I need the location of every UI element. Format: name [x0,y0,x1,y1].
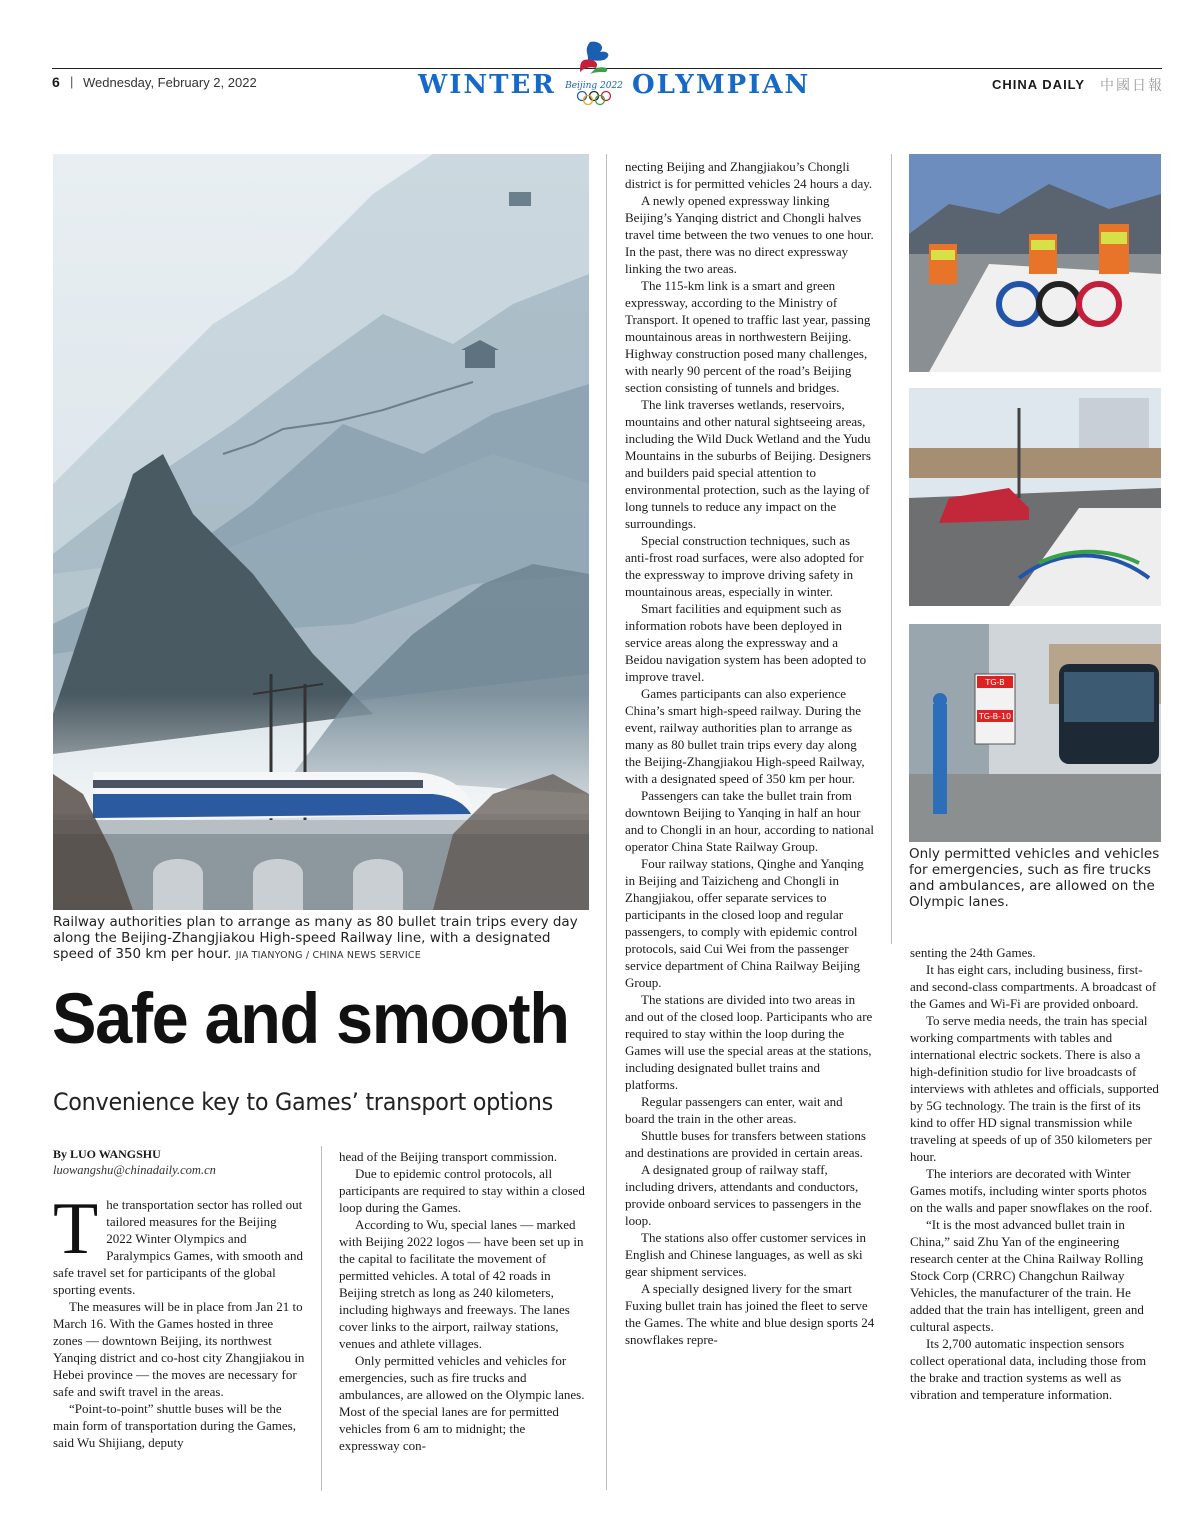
paragraph: Only permitted vehicles and vehicles for emergencies, such as fire trucks and ambulances, are allowed on the Olympic lanes. Most of the special lanes are for permitted vehicles from 6 am to midnight; the expressway con- [339,1353,585,1453]
paragraph: Special construction techniques, such as anti-frost road surfaces, were also adopted for the expressway to improve driving safety in mountainous areas, especially in winter. [625,533,864,599]
section-title-left: WINTER [418,70,556,100]
svg-text:Beijing 2022: Beijing 2022 [565,81,623,91]
paragraph: “Point-to-point” shuttle buses will be the main form of transportation during the Games, said Wu Shijiang, deputy [53,1401,296,1450]
column-rule [321,1146,322,1491]
paragraph: Games participants can also experience China’s smart high-speed railway. During the event, railway authorities plan to arrange as many as 80 bullet train trips every day along the Beijing-Zhangjiakou High-speed Railway, with a designated speed of 350 km per hour. [625,686,865,786]
paragraph: The 115-km link is a smart and green expressway, according to the Ministry of Transport. It opened to traffic last year, passing mountainous areas in northwestern Beijing. Highway construction posed many challenges, with nearly 90 percent of the road’s Beijing section consisting of tunnels and bridges. [625,278,871,395]
article-column-1 [53,1188,305,1451]
paragraph: Shuttle buses for transfers between stations and destinations are provided in certain areas. [625,1128,866,1160]
section-title-right: OLYMPIAN [632,70,811,100]
paper-name-chinese: 中國日報 [1100,78,1164,94]
paragraph: Four railway stations, Qinghe and Yanqing in Beijing and Taizicheng and Chongli in Zhangjiakou, offer separate services to participants in the closed loop and regular passengers, to comply with epidemic control protocols, said Cui Wei from the passenger service department of China Railway Beijing Group. [625,856,864,990]
page-number: 6 [52,74,60,90]
paragraph: Regular passengers can enter, wait and board the train in the other areas. [625,1094,843,1126]
paragraph: The link traverses wetlands, reservoirs, mountains and other natural sightseeing areas, including the Wild Duck Wetland and the Yudu Mountains in the suburbs of Beijing. Designers and builders paid special attention to environmental protection, such as the laying of long tunnels to reduce any impact on the surroundings. [625,397,871,531]
article-column-2 [339,1148,589,1454]
header-separator: | [70,74,74,89]
bus-sign-label-1: TG-B [985,678,1005,687]
paragraph: The stations also offer customer services in English and Chinese languages, as well as ski gear shipment services. [625,1230,867,1279]
bus-sign-label-2: TG-B-10 [978,712,1012,721]
paragraph: Smart facilities and equipment such as information robots have been deployed in service areas along the expressway and a Beidou navigation system has been adopted to improve travel. [625,601,867,684]
drop-cap: T [53,1188,99,1270]
issue-date: Wednesday, February 2, 2022 [83,75,257,90]
author-email[interactable]: luowangshu@chinadaily.com.cn [53,1163,216,1177]
photo-bus-station [909,624,1161,842]
first-paragraph: The transportation sector has rolled out tailored measures for the Beijing 2022 Winter Olympics and Paralympics Games, with smooth and safe travel set for participants of the global sporting events. [53,1188,303,1297]
paragraph: The stations are divided into two areas in and out of the closed loop. Participants who are required to stay within the loop during the Games will use the special areas at the stations, including designated bullet trains and platforms. [625,992,873,1092]
byline: By LUO WANGSHU [53,1147,161,1161]
main-photo-caption: Railway authorities plan to arrange as many as 80 bullet train trips every day along the Beijing-Zhangjiakou High-speed Railway line, with a designated speed of 350 km per hour. JIA TIANYONG / CHINA NEWS SERVICE [53,914,578,962]
main-photo-bullet-train [53,154,589,910]
paragraph: Due to epidemic control protocols, all participants are required to stay within a closed loop during the Games. [339,1166,585,1215]
paragraph: The interiors are decorated with Winter Games motifs, including winter sports photos on the walls and paper snowflakes on the roof. [910,1166,1153,1215]
photo-credit: JIA TIANYONG / CHINA NEWS SERVICE [235,950,421,961]
photo-workers-painting-logo [909,154,1161,372]
paragraph: It has eight cars, including business, first- and second-class compartments. A broadcast of the Games and Wi-Fi are provided onboard. [910,962,1157,1011]
paragraph: Passengers can take the bullet train from downtown Beijing to Yanqing in half an hour and to Chongli in an hour, according to national operator China State Railway Group. [625,788,874,854]
paper-name: CHINA DAILY [992,77,1086,92]
paragraph: According to Wu, special lanes — marked with Beijing 2022 logos — have been set up in the capital to facilitate the movement of permitted vehicles. A total of 42 roads in Beijing stretch as long as 240 kilometers, including highways and freeways. The lanes cover links to the airport, railway stations, venues and athlete villages. [339,1217,584,1351]
paragraph: A designated group of railway staff, including drivers, attendants and conductors, provide onboard services to passengers in the loop. [625,1162,862,1228]
paragraph: necting Beijing and Zhangjiakou’s Chongli district is for permitted vehicles 24 hours a day. [625,159,873,191]
paragraph: head of the Beijing transport commission. [339,1149,558,1164]
article-column-4 [910,944,1162,1403]
beijing-2022-emblem [562,38,626,106]
column-rule [606,154,607,1490]
subheadline: Convenience key to Games’ transport options [53,1088,554,1116]
paragraph: The measures will be in place from Jan 21 to March 16. With the Games hosted in three zones — downtown Beijing, its northwest Yanqing district and co-host city Zhangjiakou in Hebei province — the moves are necessary for safe and swift travel in the areas. [53,1299,305,1399]
headline: Safe and smooth [52,980,569,1059]
column-rule [891,154,892,944]
paragraph: A newly opened expressway linking Beijing’s Yanqing district and Chongli halves travel time between the two venues to one hour. In the past, there was no direct expressway linking the two areas. [625,193,874,276]
article-column-3 [625,158,875,1348]
paragraph: To serve media needs, the train has special working compartments with tables and international electric sockets. There is also a high-definition studio for live broadcasts of interviews with athletes and officials, supported by 5G technology. The train is the first of its kind to offer HD signal transmission while traveling at speeds of up of 350 kilometers per hour. [910,1013,1159,1164]
photo-olympic-lane-car [909,388,1161,606]
paragraph: “It is the most advanced bullet train in China,” said Zhu Yan of the engineering research center at the China Railway Rolling Stock Corp (CRRC) Changchun Railway Vehicles, the manufacturer of the train. He added that the train has intelligent, green and cultural aspects. [910,1217,1144,1334]
paragraph: senting the 24th Games. [910,945,1036,960]
paragraph: Its 2,700 automatic inspection sensors collect operational data, including those from the brake and traction systems as well as vibration and temperature information. [910,1336,1147,1402]
paragraph: A specially designed livery for the smart Fuxing bullet train has joined the fleet to serve the Games. The white and blue design sports 24 snowflakes repre- [625,1281,875,1347]
side-photos-caption: Only permitted vehicles and vehicles for emergencies, such as fire trucks and ambulances, are allowed on the Olympic lanes. [909,846,1160,910]
